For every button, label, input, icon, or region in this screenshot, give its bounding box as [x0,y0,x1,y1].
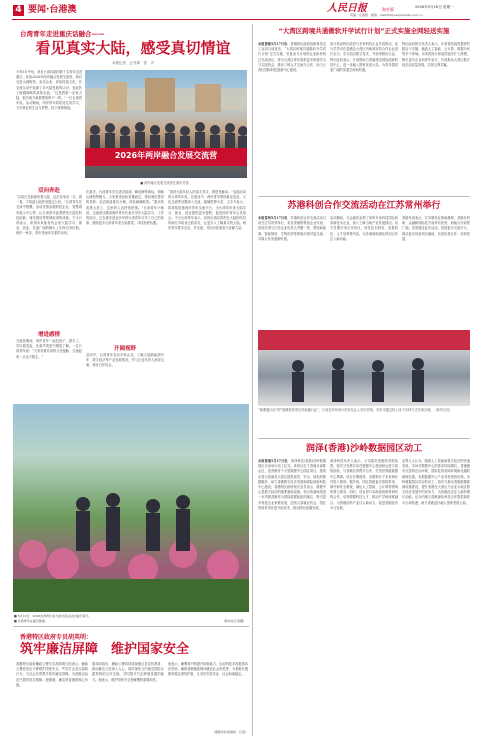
main-story-col-3: “看到大陆年轻人的奋斗劲头，我很受触动。”参加活动的台湾青年说。在座谈中，两岸青年围绕就业创业、文化交流等话题深入交流，碰撞思想火花。主办方表示，将持续搭建两岸青年交流平台，为台湾青年来大陆学习、就业、创业提供更多便利，促进两岸青年心灵契合。不少台湾青年表示，回到台湾后将把在大陆的所见所闻分享给身边的亲友，让更多人了解真实的大陆。两岸青年要多走动、多交流，共同为民族复兴贡献力量。 [168,190,246,231]
main-story-photo [85,70,247,178]
right-top-col-1: 本报香港5月17日电 香港特区政府创新科技及工业局日前宣布，“大湾区跨境共通微软开学试行计划”正式实施，首批参与计划的企业和机构已完成登记，将为大湾区青年提供更多跨境学习与实践机会，推动三地人才交流与合作，助力大湾区国际科技创新中心建设。 [258,42,326,73]
main-story-subhead-1: 双向奔赴 [37,188,60,194]
right-mid-col-3: 香港代表表示，江苏制造业基础雄厚，香港在科研、金融和国际化方面具有优势，两地合作前景广阔。希望通过此次活动，搭建更多交流平台，推动更多优质项目落地，实现优势互补、协同发展。 [402,216,470,241]
header-section-title: 要闻·台港澳 [28,5,77,15]
masthead-edition: 海外版 [382,7,394,12]
right-top-rule [258,196,470,197]
bottom-story-col-3: 他表示，廉署将不断提升调查能力，运用科技手段提高执法效率，确保香港继续保持廉洁社会的美誉，为香港长期繁荣稳定保驾护航，让市民安居乐业、社会和谐稳定。 [168,662,248,677]
main-story-headline: 看见真实大陆，感受真切情谊 [35,39,231,57]
right-mid-dateline: 本报常州5月17日电 [258,216,288,220]
right-top-col-2: 该计划由特区政府与多家科技企业共同推动，参与学员可在香港及大湾区内地城市的合作企业进行实习，学习前沿数字技术，并获得相应认证。特区政府表示，计划将助力香港建设国际创新科技中心，进一步融入国家发展大局，为青年提供更广阔的发展空间和机遇。 [330,42,398,73]
bottom-left-photo [13,404,249,612]
header-rule [12,19,470,20]
right-bottom-rule [258,438,470,439]
garden-illustration [13,404,249,612]
right-photo [258,330,470,406]
bottom-story-col-1: 香港特区政府廉政公署专员胡英明日前表示，廉政公署将坚定不移维护国家安全，严厉打击贪污腐败行为，与社会各界携手筑牢廉洁屏障，为香港由治及兴提供坚实保障。他强调，廉洁是香港的核心价值。 [16,662,88,687]
right-bottom-dateline: 本报香港5月17日电 [258,459,288,463]
main-story-kicker: 台湾青年走进重庆话融合—— [20,30,105,38]
right-bottom-col-3: 业界人士认为，随着人工智能和数字经济的快速发展，市场对数据中心的需求持续增长。香港拥有完善的法治环境、国际化的营商环境和优越的地理位置，发展数据中心产业具有独特优势。沙岭数据园区项目的动工，将有力推动香港数据基础设施建设，提升香港在大湾区乃至亚太地区数字经济发展中的竞争力，为香港经济注入新的增长动能，也为内地与香港深化科技合作提供新的平台和机遇，助力香港更好融入国家发展大局。 [402,459,470,505]
header-page-number: 4 [15,5,22,15]
main-story-byline: 本报记者 汪灵犀 张 尹 [112,61,154,65]
header-date: 2026年5月18日 星期一 [415,5,454,9]
right-bottom-col-1: 本报香港5月17日电 润泽科技(香港)沙岭数据园区日前举行动工仪式。该项目位于香港北部都会区，是香港首个大型数据中心园区项目，建成后将为香港及大湾区提供高效、安全、绿色的数据服务，助力香港数字经济发展和国际创新科技中心建设。香港特区政府相关官员表示，数据中心是数字经济的重要基础设施，项目的落地将进一步巩固香港作为国际数据枢纽的地位，吸引更多科技企业来港发展，创造大量就业机会。园区规划采用先进节能技术，推动绿色低碳发展。 [258,459,326,510]
right-top-col-3: 特区政府相关负责人表示，计划首阶段将提供约数百个名额，涵盖人工智能、云计算、数据分析等多个领域。未来将视计划成效逐步扩大规模，吸引更多企业和青年参与，共同推动大湾区数字经济高质量发展，实现互利共赢。 [402,42,470,67]
masthead-logo: 人民日报 [327,3,367,14]
bottom-story-rule [13,626,249,627]
ceremony-illustration [258,330,470,406]
right-mid-col-2: 活动期间，与会嘉宾参观了常州多家科技园区和高新技术企业，深入了解当地产业发展情况。双方签署多项合作协议，涉及技术研发、成果转化、人才培养等内容，为苏港两地深化科创合作注入新动能。 [330,216,398,241]
main-story-subhead-3: 开阔视野 [113,346,136,352]
bottom-story-headline: 筑牢廉洁屏障 维护国家安全 [20,642,190,657]
bottom-story-kicker: 香港特区政府专员胡英明： [20,634,93,641]
right-top-dateline: 本报香港5月17日电 [258,42,288,46]
right-bottom-headline: 润泽(香港)沙岭数据园区动工 [305,444,423,454]
main-story-photo-caption: ■ 两岸融合发展交流营在重庆开营。 [140,181,192,185]
main-story-col-2b: 活动中，台湾青年参访多家企业，了解大陆新能源汽车、数字经济等产业发展情况，并与企业负责人座谈交流，探讨合作机会。 [86,353,164,368]
right-mid-headline: 苏港科创合作交流活动在江苏常州举行 [287,201,441,211]
main-story-subhead-2: 增进感情 [37,332,60,338]
right-top-headline: “大湾区跨境共通微软开学试行计划”正式实施全网轻送实施 [278,27,450,35]
bottom-story-credit: （据新华社香港电 记者） [211,730,248,734]
header-editor-line: 责编：任国强 邮箱：hwbzfd@peopledaily.com.cn [350,13,423,17]
main-story-col-1b: 交流营期间，两岸青年一起包饺子、做手工、学川剧变脸，在欢声笑语中增进了解。一位台湾青年说：“大家有着共同的文化根脉，交流起来一点也不陌生。” [16,339,82,359]
right-photo-caption [258,408,470,436]
bottom-left-photo-caption-1: ■ 5月16日，2026台湾青年来大陆交流活动在重庆举行。 [14,614,92,618]
main-story-col-1: “以前只在新闻里看大陆，这次亲身走一走、看一看，才知道大陆的发展这么快。”台湾青年在交流中感慨。活动安排参观科技企业、智慧城市展示中心等，让台湾青年直观感受大陆在科技创新、城市建设等领域取得的成就。不少台青表示，希望未来能有机会来大陆学习、就业、创业，在更广阔的舞台上实现自身价值。两岸一家亲，青年是两岸关系的未来。 [16,195,82,236]
main-story-lead-col: 今年5月中旬，来自台湾各地的数十名青年走进重庆，参加2026年两岸融合发展交流营。他们走进山城街巷、参访企业、体验传统文化，在交流互动中加深了对大陆发展的认识，也收获了跨越海峡的真挚友谊。“这是我第一次来大陆，很多地方和我想象的不一样。”一位台湾青年说。活动期间，两岸青年同吃同住同学习，分享彼此的生活与梦想，结下深厚情谊。 [16,70,82,111]
main-story-photo-banner: 2026年两岸融合发展交流营 [114,151,218,160]
main-story-col-2: 在重庆，台湾青年们走进洪崖洞、解放碑等地标，领略山城独特魅力。大家乘坐轻轨穿楼而过，感叹城市建设的奇妙；品尝地道重庆火锅，体验麻辣鲜香。“重庆的夜景太美了，这里的人也特别热情。”台湾青年小林说。交流营还邀请两岸青年代表分享在大陆学习、工作的经历。已在重庆创业多年的台湾青年分享了自己的故事，鼓励更多台湾青年来大陆看看，寻找发展机遇。 [86,190,164,226]
bottom-story-col-2: 胡英明指出，廉政公署将持续加强反贪宣传教育，推动廉洁文化深入人心，同时深化与内地及国际反腐机构的合作交流，共同提升打击跨境贪腐的能力。他表示，维护国家安全是廉署的重要职责。 [92,662,164,682]
right-photo-caption-text: “港澳通行证”即“港澳居民来往内地通行证”，日前在苏州举行的发布会上首次亮相，市民可通过线上线下多种方式申请办理。 [258,408,434,412]
right-bottom-col-2: 润泽科技负责人表示，公司看好香港的发展前景，将充分发挥自身在数据中心建设和运营方面的经验，与香港各界携手合作，打造世界级数据中心集群。项目分期建设，首期预计于未来两年内投入使用。据介绍，园区将配备完善的供电、制冷和安全系统，满足人工智能、云计算等领域的算力需求。同时，项目将与本地高校和科研机构合作，培养数据科技人才，推动产学研深度融合，为香港创科产业注入新动力，促进香港经济多元发展。 [330,459,398,510]
right-mid-col-1: 本报常州5月17日电 苏港科创合作交流活动日前在江苏常州举行，来自香港的科创企业代表、高校学者与江苏企业负责人齐聚一堂，围绕新能源、智能制造、生物医药等领域开展对接交流，共谋合作发展新机遇。 [258,216,326,241]
bottom-left-photo-credit: （新华社记者摄） [221,619,246,623]
column-divider [252,24,253,736]
bottom-left-photo-caption-2: ■ 台湾青年在重庆参观。 [14,619,48,623]
right-photo-credit: （新华社发） [433,408,453,412]
